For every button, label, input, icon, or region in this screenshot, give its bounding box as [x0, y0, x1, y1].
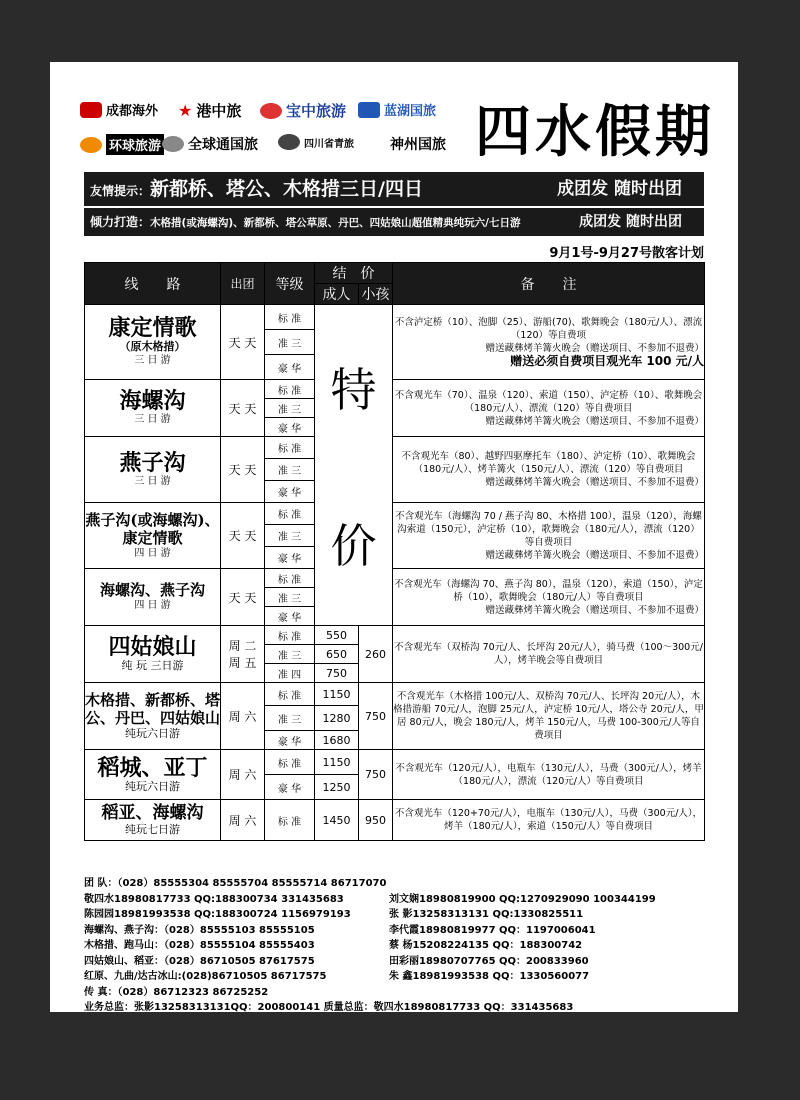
route-note: 不含观光车（海螺沟 70 / 燕子沟 80、木格措 100），温泉（120），海螺沟索道（150元），泸定桥（10），歌舞晚会（180元/人），漂流（120）等自费项目 赠送藏彝烤羊篝火晚会（赠送项目、不参加不退费）: [393, 503, 705, 569]
plan-title: 9月1号-9月27号散客计划: [549, 246, 704, 261]
grade-std: 标 准: [265, 380, 315, 399]
grade-std3: 准 三: [265, 399, 315, 418]
price-adult: 650: [315, 645, 359, 664]
route-days: 纯玩六日游: [125, 779, 180, 793]
contact-row: 陈园园18981993538 QQ:188300724 1156979193 张 影13258313131 QQ:1330825511: [84, 909, 584, 920]
feature-band: [84, 208, 704, 236]
route-dep: 周 六: [221, 683, 265, 750]
route-dep: 周 六: [221, 750, 265, 800]
header-route: 线 路: [85, 263, 221, 305]
wave-icon: [358, 102, 380, 118]
grade-std: 标 准: [265, 437, 315, 459]
price-child: 260: [359, 626, 393, 683]
grade-std3: 准 三: [265, 525, 315, 547]
header-grade: 等级: [265, 263, 315, 305]
contact-row: 敬四水18980817733 QQ:188300734 331435683 刘文娴18980819900 QQ:1270929090 100344199: [84, 893, 656, 905]
route-name-cell: [85, 503, 221, 569]
logo-lanhu: 蓝湖国旅: [358, 100, 436, 119]
route-note: 不含观光车（120+70元/人），电瓶车（130元/人），马费（300元/人），烤羊（180元/人），索道（150元/人）等自费项目: [393, 800, 705, 841]
route-name: 燕子沟: [119, 449, 186, 476]
price-child: 750: [359, 750, 393, 800]
price-adult: 1280: [315, 706, 359, 731]
grade-lux: 豪 华: [265, 731, 315, 750]
price-adult: 750: [315, 664, 359, 683]
contact-row: 木格措、跑马山：（028）85555104 85555403 蔡 杨15208224135 QQ：188300742: [84, 940, 583, 951]
price-adult: 550: [315, 626, 359, 645]
special-char-1: 特: [330, 363, 377, 417]
grade-lux: 豪 华: [265, 481, 315, 503]
page-title: 四水假期: [475, 99, 715, 165]
grade-lux: 豪 华: [265, 775, 315, 800]
route-name: 木格措、新都桥、塔公、丹巴、四姑娘山: [85, 691, 221, 727]
route-days: 三 日 游: [134, 475, 171, 487]
route-note: 不含泸定桥（10）、泡脚（25）、游船(70)、歌舞晚会（180元/人）、漂流（120）等自费项 赠送藏彝烤羊篝火晚会（赠送项目、不参加不退费） 赠送必须自费项目观光车 100 元/人: [393, 305, 705, 380]
manager-line: 业务总监：张影13258313131QQ：200800141 质量总监：敬四水18980817733 QQ：331435683: [84, 1002, 574, 1013]
route-note: 不含观光车（木格措 100元/人、双桥沟 70元/人、长坪沟 20元/人），木格措游船 70元/人，泡脚 25元/人，泸定桥 10元/人，塔公寺 20元/人，甲居 80元/人，晚会 180元/人，烤羊 150元/人，马费 100-300元/人等自费项目: [393, 683, 705, 750]
feature-right: 成团发 随时出团: [579, 214, 682, 230]
route-days: 三 日 游: [134, 414, 171, 425]
grade-lux: 豪 华: [265, 547, 315, 569]
grade-std3: 准 三: [265, 645, 315, 664]
route-name-cell: [85, 683, 221, 750]
team-line: 团 队：（028）85555304 85555704 85555714 86717070: [84, 878, 387, 889]
route-days: 三 日 游: [134, 355, 171, 366]
route-name: 海螺沟、燕子沟: [99, 581, 205, 599]
route-days: 纯玩七日游: [125, 823, 180, 836]
route-name: 稻城、亚丁: [97, 754, 208, 781]
route-note: 不含观光车（海螺沟 70、燕子沟 80），温泉（120），索道（150），泸定桥（10），歌舞晚会（180元/人）等自费项目 赠送藏彝烤羊篝火晚会（赠送项目、不参加不退费）: [393, 569, 705, 626]
price-child: 950: [359, 800, 393, 841]
logo-cts: ★ 港中旅: [178, 101, 242, 120]
route-dep: 天 天: [221, 569, 265, 626]
grade-std4: 准 四: [265, 664, 315, 683]
route-note: 不含观光车（80）、越野四驱摩托车（180）、泸定桥（10）、歌舞晚会（180元/人）、烤羊篝火（150元/人）、漂流（120）等自费项目 赠送藏彝烤羊篝火晚会（赠送项目、不参加不退费）: [393, 437, 705, 503]
route-days: 纯 玩 三日游: [121, 659, 184, 672]
route-note: 不含观光车（70）、温泉（120）、索道（150）、泸定桥（10）、歌舞晚会（180元/人）、漂流（120）等自费项目 赠送藏彝烤羊篝火晚会（赠送项目、不参加不退费）: [393, 380, 705, 437]
flame-icon: [80, 137, 102, 153]
logo-chengdu-haiwai: 成都海外: [80, 100, 158, 119]
price-adult: 1150: [315, 750, 359, 775]
route-name-cell: [85, 750, 221, 800]
price-adult: 1250: [315, 775, 359, 800]
feature-label: 倾力打造：: [90, 215, 151, 229]
contact-row: 四姑娘山、稻亚：（028）86710505 87617575 田彩丽18980707765 QQ：200833960: [84, 955, 589, 967]
grade-std3: 准 三: [265, 588, 315, 607]
logo-shenzhou: 神州国旅: [390, 137, 446, 153]
contact-row: 海螺沟、燕子沟：（028）85555103 85555105 李代霞18980819977 QQ：1197006041: [84, 924, 596, 936]
star-icon: ★: [178, 101, 193, 120]
contact-row: 红原、九曲/达古冰山:(028)86710505 86717575 朱 鑫18981993538 QQ：1330560077: [84, 971, 590, 982]
grade-std: 标 准: [265, 626, 315, 645]
header-price: 结 价: [315, 263, 393, 284]
globe-icon: [162, 136, 184, 152]
grade-std: 标 准: [265, 683, 315, 706]
contacts-block: [84, 876, 714, 1016]
route-name: 康定情歌: [108, 315, 197, 341]
price-child: 750: [359, 683, 393, 750]
route-note: 不含观光车（120元/人），电瓶车（130元/人），马费（300元/人），烤羊（180元/人），漂流（120元/人）等自费项目: [393, 750, 705, 800]
header-child: 小孩: [359, 284, 393, 305]
feature-text: 木格措(或海螺沟)、新都桥、塔公草原、丹巴、四姑娘山超值精典纯玩六/七日游: [150, 217, 521, 229]
grade-std3: 准 三: [265, 706, 315, 731]
route-name-cell: [85, 569, 221, 626]
tip-band: [84, 172, 704, 206]
grade-std: 标 准: [265, 800, 315, 841]
grade-lux: 豪 华: [265, 418, 315, 437]
tip-label: 友情提示：: [90, 184, 151, 198]
otc-icon: [80, 102, 102, 118]
price-adult: 1450: [315, 800, 359, 841]
price-adult: 1680: [315, 731, 359, 750]
header-note: 备 注: [393, 263, 705, 305]
header-adult: 成人: [315, 284, 359, 305]
route-table: [84, 262, 705, 841]
route-name: 海螺沟: [119, 388, 186, 414]
route-name: 稻亚、海螺沟: [101, 803, 204, 823]
route-name-cell: [85, 305, 221, 380]
route-note: 不含观光车（双桥沟 70元/人、长坪沟 20元/人），骑马费（100～300元/人），烤羊晚会等自费项目: [393, 626, 705, 683]
route-name: 燕子沟(或海螺沟)、康定情歌: [85, 510, 220, 547]
flyer-sheet: [50, 62, 738, 1012]
swirl-icon: [260, 103, 282, 119]
grade-std: 标 准: [265, 569, 315, 588]
route-name-cell: [85, 800, 221, 841]
route-dep: 周 六: [221, 800, 265, 841]
grade-lux: 豪 华: [265, 607, 315, 626]
route-dep: 天 天: [221, 437, 265, 503]
route-name-cell: [85, 380, 221, 437]
route-dep: 天 天: [221, 380, 265, 437]
special-char-2: 价: [330, 519, 377, 573]
route-dep: 天 天: [221, 305, 265, 380]
logo-quanqiutong: 全球通国旅: [162, 134, 258, 154]
route-name: 四姑娘山: [108, 634, 197, 660]
route-name-cell: [85, 437, 221, 503]
logo-huanqiu: 环球旅游: [80, 134, 164, 155]
route-dep: 天 天: [221, 503, 265, 569]
logo-baozhong: 宝中旅游: [260, 100, 346, 121]
price-adult: 1150: [315, 683, 359, 706]
grade-lux: 豪 华: [265, 355, 315, 380]
route-dep: 周 二 周 五: [221, 626, 265, 683]
emblem-icon: [278, 134, 300, 150]
route-sub: （原木格措）: [119, 340, 186, 353]
special-price-cell: [315, 305, 393, 626]
tip-right: 成团发 随时出团: [557, 179, 682, 199]
route-name-cell: [85, 626, 221, 683]
route-days: 纯玩六日游: [125, 727, 180, 740]
grade-std3: 准 三: [265, 330, 315, 355]
logo-sichuan-qinglv: 四川省青旅: [278, 134, 354, 150]
grade-std3: 准 三: [265, 459, 315, 481]
header-dep: 出团: [221, 263, 265, 305]
agency-logos: [80, 100, 446, 170]
grade-std: 标 准: [265, 305, 315, 330]
tip-text: 新都桥、塔公、木格措三日/四日: [150, 178, 423, 200]
route-days: 四 日 游: [134, 547, 171, 559]
grade-std: 标 准: [265, 750, 315, 775]
grade-std: 标 准: [265, 503, 315, 525]
route-days: 四 日 游: [134, 600, 171, 611]
fax-line: 传 真：（028）86712323 86725252: [84, 986, 269, 998]
